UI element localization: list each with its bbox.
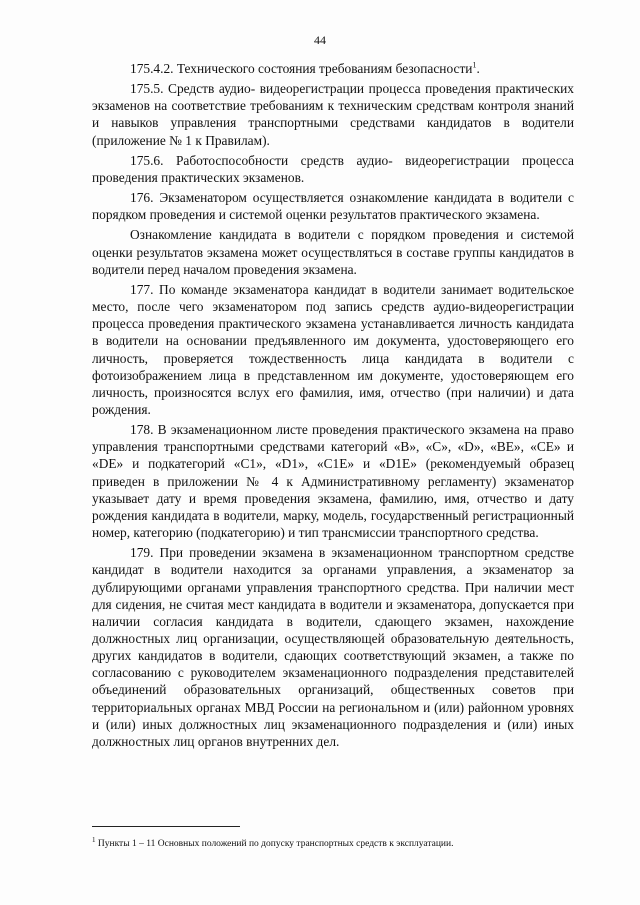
footnote-text: Пункты 1 – 11 Основных положений по допуску транспортных средств к эксплуатации. [97, 839, 454, 850]
page-number: 44 [314, 33, 326, 47]
paragraph-176: 176. Экзаменатором осуществляется ознакомление кандидата в водители с порядком проведения и системой оценки результатов практического экзамена. [92, 190, 574, 223]
footnote-separator [92, 826, 240, 827]
paragraph-tail: . [476, 61, 480, 76]
paragraph-175-6: 175.6. Работоспособности средств аудио- видеорегистрации процесса проведения практических экзаменов. [92, 152, 574, 185]
footnote-reference: 1 [472, 60, 477, 70]
footnote [92, 834, 574, 850]
paragraph-178: 178. В экзаменационном листе проведения практического экзамена на право управления транспортными средствами категорий «B», «C», «D», «BE», «CE» и «DE» и подкатегорий «C1», «D1», «C1E» и «D1E» (рекомендуемый образец приведен в приложении № 4 к Административному регламенту) экзаменатор указывает дату и время проведения экзамена, фамилию, имя, отчество и дату рождения кандидата в водители, марку, модель, государственный регистрационный номер, категорию (подкатегорию) и тип трансмиссии транспортного средства. [92, 422, 574, 541]
paragraph-text: 175.4.2. Технического состояния требованиям безопасности [130, 61, 473, 76]
paragraph-176-group: Ознакомление кандидата в водители с порядком проведения и системой оценки результатов экзамена может осуществляться в составе группы кандидатов в водители перед началом проведения экзамена. [92, 227, 574, 277]
paragraph-179: 179. При проведении экзамена в экзаменационном транспортном средстве кандидат в водители находится за органами управления, а экзаменатор за дублирующими органами управления транспортного средства. При наличии мест для сидения, не считая мест кандидата в водители и экзаменатора, допускается при наличии согласия кандидата в водители, сдающего экзамен, нахождение должностных лиц организации, осуществляющей образовательную деятельность, других кандидатов в водители, сдающих соответствующий экзамен, а также по согласованию с руководителем экзаменационного подразделения представителей объединений образовательных организаций, общественных советов при территориальных органах МВД России на региональном и (или) районном уровнях и (или) иных должностных лиц экзаменационного подразделения и (или) иных должностных лиц органов внутренних дел. [92, 545, 574, 749]
paragraph-175-4-2 [92, 60, 574, 77]
document-body [92, 60, 574, 753]
paragraph-177: 177. По команде экзаменатора кандидат в водители занимает водительское место, после чего экзаменатором под запись средств аудио-видеорегистрации процесса проведения практического экзамена устанавливается личность кандидата в водители на основании предъявленного им документа, удостоверяющего его личность, проверяется тождественность лица кандидата в водители с фотоизображением лица в представленном им документе, удостоверяющем его личность, произносятся вслух его фамилия, имя, отчество (при наличии) и дата рождения. [92, 281, 574, 417]
footnote-mark: 1 [92, 836, 96, 844]
paragraph-175-5: 175.5. Средств аудио- видеорегистрации процесса проведения практических экзаменов на соответствие требованиям к техническим средствам контроля знаний и навыков управления транспортными средствами кандидатов в водители (приложение № 1 к Правилам). [92, 81, 574, 148]
